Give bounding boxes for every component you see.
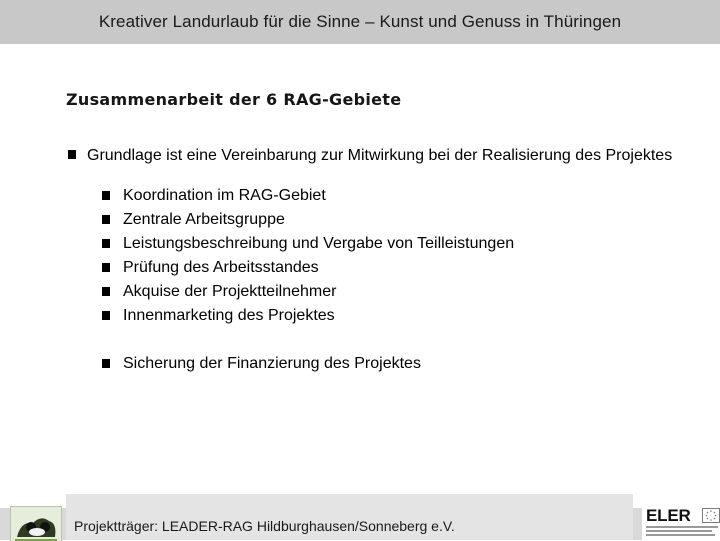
bullet-square-icon — [102, 239, 110, 248]
bullet-square-icon — [68, 150, 76, 159]
sub-bullet-text: Innenmarketing des Projektes — [123, 307, 335, 324]
sub-bullet-item — [102, 306, 514, 330]
sub-bullet-text: Zentrale Arbeitsgruppe — [123, 211, 285, 228]
sub-bullet-item — [102, 258, 514, 282]
bullet-square-icon — [102, 215, 110, 224]
sub-bullet-item — [102, 186, 514, 210]
eu-flag-icon — [702, 508, 720, 523]
extra-bullet-item — [102, 354, 421, 374]
bullet-square-icon — [102, 287, 110, 296]
eler-logo-text: ELER — [646, 506, 691, 525]
extra-bullet-text: Sicherung der Finanzierung des Projektes — [123, 355, 421, 372]
bullet-square-icon — [102, 263, 110, 272]
main-bullet-item — [66, 146, 686, 166]
cat-logo-icon — [10, 506, 62, 541]
bullet-square-icon — [102, 191, 110, 200]
main-bullet-text: Grundlage ist eine Vereinbarung zur Mitwirkung bei der Realisierung des Projektes — [87, 147, 673, 164]
bullet-square-icon — [102, 311, 110, 320]
section-title: Zusammenarbeit der 6 RAG-Gebiete — [66, 90, 402, 109]
sub-bullet-item — [102, 234, 514, 258]
footer-text: Projektträger: LEADER-RAG Hildburghausen/Sonneberg e.V. — [74, 518, 455, 534]
sub-bullet-item — [102, 210, 514, 234]
sub-bullet-text: Koordination im RAG-Gebiet — [123, 187, 326, 204]
sub-bullet-text: Prüfung des Arbeitsstandes — [123, 259, 319, 276]
slide-title: Kreativer Landurlaub für die Sinne – Kunst und Genuss in Thüringen — [98, 12, 622, 31]
bullet-square-icon — [102, 359, 110, 368]
eler-logo-fineprint — [646, 526, 718, 538]
sub-bullet-text: Leistungsbeschreibung und Vergabe von Teilleistungen — [123, 235, 515, 252]
sub-bullet-text: Akquise der Projektteilnehmer — [123, 283, 337, 300]
sub-bullet-list — [102, 186, 514, 330]
slide-header — [0, 0, 720, 44]
sub-bullet-item — [102, 282, 514, 306]
eler-logo — [642, 504, 720, 540]
